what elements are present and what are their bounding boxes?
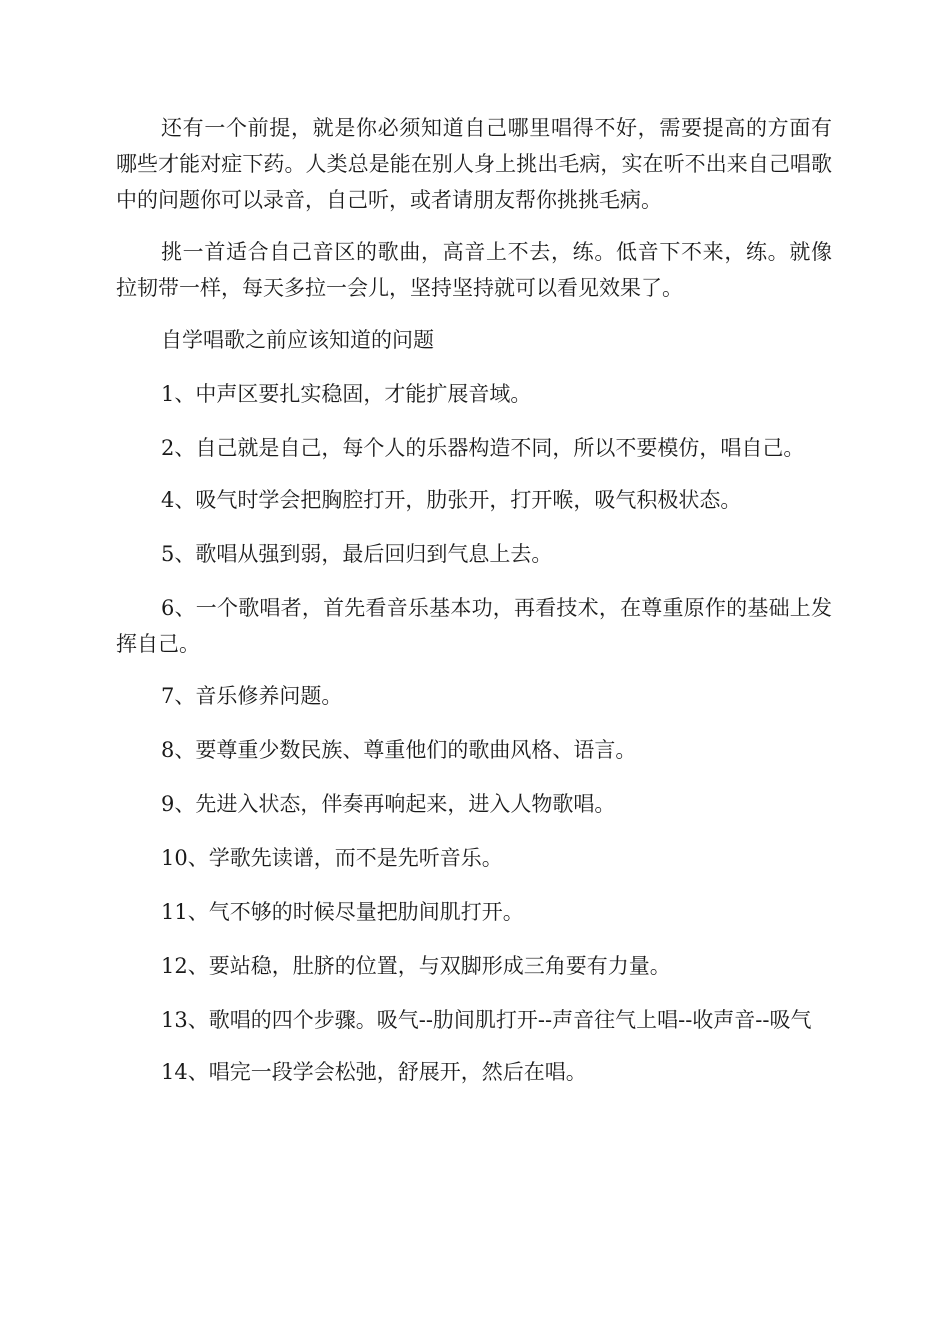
list-item-1: 1、中声区要扎实稳固，才能扩展音域。 <box>161 382 532 406</box>
list-item-10: 10、学歌先读谱，而不是先听音乐。 <box>161 846 503 870</box>
list-item-7: 7、音乐修养问题。 <box>161 684 343 708</box>
list-item-5: 5、歌唱从强到弱，最后回归到气息上去。 <box>161 542 553 566</box>
paragraph-premise: 还有一个前提，就是你必须知道自己哪里唱得不好，需要提高的方面有哪些才能对症下药。人类总是能在别人身上挑出毛病，实在听不出来自己唱歌中的问题你可以录音，自己听，或者请朋友帮你挑挑毛病。 <box>116 116 832 212</box>
section-heading: 自学唱歌之前应该知道的问题 <box>161 328 434 352</box>
list-item-4: 4、吸气时学会把胸腔打开，肋张开，打开喉，吸气积极状态。 <box>161 488 742 512</box>
list-item-2: 2、自己就是自己，每个人的乐器构造不同，所以不要模仿，唱自己。 <box>161 436 805 460</box>
list-item-6: 6、一个歌唱者，首先看音乐基本功，再看技术，在尊重原作的基础上发挥自己。 <box>116 596 832 656</box>
list-item-13: 13、歌唱的四个步骤。吸气--肋间肌打开--声音往气上唱--收声音--吸气 <box>161 1008 812 1032</box>
list-item-11: 11、气不够的时候尽量把肋间肌打开。 <box>161 900 524 924</box>
document-body <box>116 110 832 1108</box>
list-item-14: 14、唱完一段学会松弛，舒展开，然后在唱。 <box>161 1060 587 1084</box>
list-item-9: 9、先进入状态，伴奏再响起来，进入人物歌唱。 <box>161 792 616 816</box>
list-item-8: 8、要尊重少数民族、尊重他们的歌曲风格、语言。 <box>161 738 637 762</box>
list-item-12: 12、要站稳，肚脐的位置，与双脚形成三角要有力量。 <box>161 954 671 978</box>
paragraph-practice: 挑一首适合自己音区的歌曲，高音上不去，练。低音下不来，练。就像拉韧带一样，每天多拉一会儿，坚持坚持就可以看见效果了。 <box>116 240 832 300</box>
